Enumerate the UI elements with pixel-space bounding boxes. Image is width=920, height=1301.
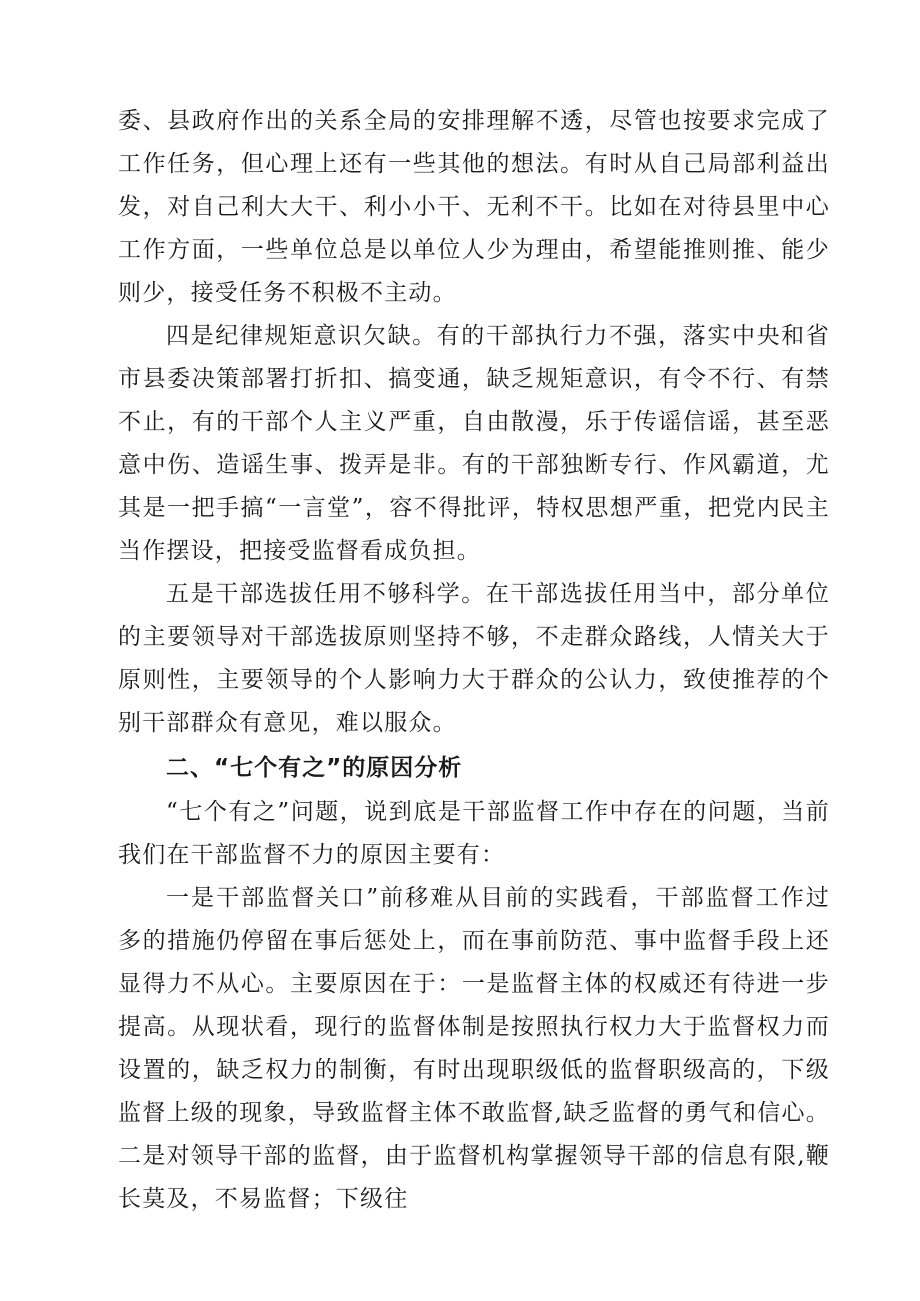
paragraph-cadre-selection: 五是干部选拔任用不够科学。在干部选拔任用当中，部分单位的主要领导对干部选拔原则坚持不够，不走群众路线，人情关大于原则性，主要领导的个人影响力大于群众的公认力，致使推荐的个别干部群众有意见，难以服众。 [118,581,830,736]
paragraph-discipline: 四是纪律规矩意识欠缺。有的干部执行力不强，落实中央和省市县委决策部署打折扣、搞变通，缺乏规矩意识，有令不行、有禁不止，有的干部个人主义严重，自由散漫，乐于传谣信谣，甚至恶意中伤、造谣生事、拨弄是非。有的干部独断专行、作风霸道，尤其是一把手搞“一言堂”，容不得批评，特权思想严重，把党内民主当作摆设，把接受监督看成负担。 [118,323,830,564]
document-body [118,100,830,1221]
section-heading: 二、“七个有之”的原因分析 [166,755,463,781]
paragraph-supervision: 一是干部监督关口”前移难从目前的实践看，干部监督工作过多的措施仍停留在事后惩处上，而在事前防范、事中监督手段上还显得力不从心。主要原因在于：一是监督主体的权威还有待进一步提高。从现状看，现行的监督体制是按照执行权力大于监督权力而设置的，缺乏权力的制衡，有时出现职级低的监督职级高的，下级监督上级的现象，导致监督主体不敢监督,缺乏监督的勇气和信心。二是对领导干部的监督，由于监督机构掌握领导干部的信息有限,鞭长莫及，不易监督；下级往 [118,885,830,1212]
paragraph-problem-intro: “七个有之”问题，说到底是干部监督工作中存在的问题，当前我们在干部监督不力的原因主要有： [118,799,830,868]
paragraph-continuation: 委、县政府作出的关系全局的安排理解不透，尽管也按要求完成了工作任务，但心理上还有一些其他的想法。有时从自己局部利益出发，对自己利大大干、利小小干、无利不干。比如在对待县里中心工作方面，一些单位总是以单位人少为理由，希望能推则推、能少则少，接受任务不积极不主动。 [118,108,830,306]
